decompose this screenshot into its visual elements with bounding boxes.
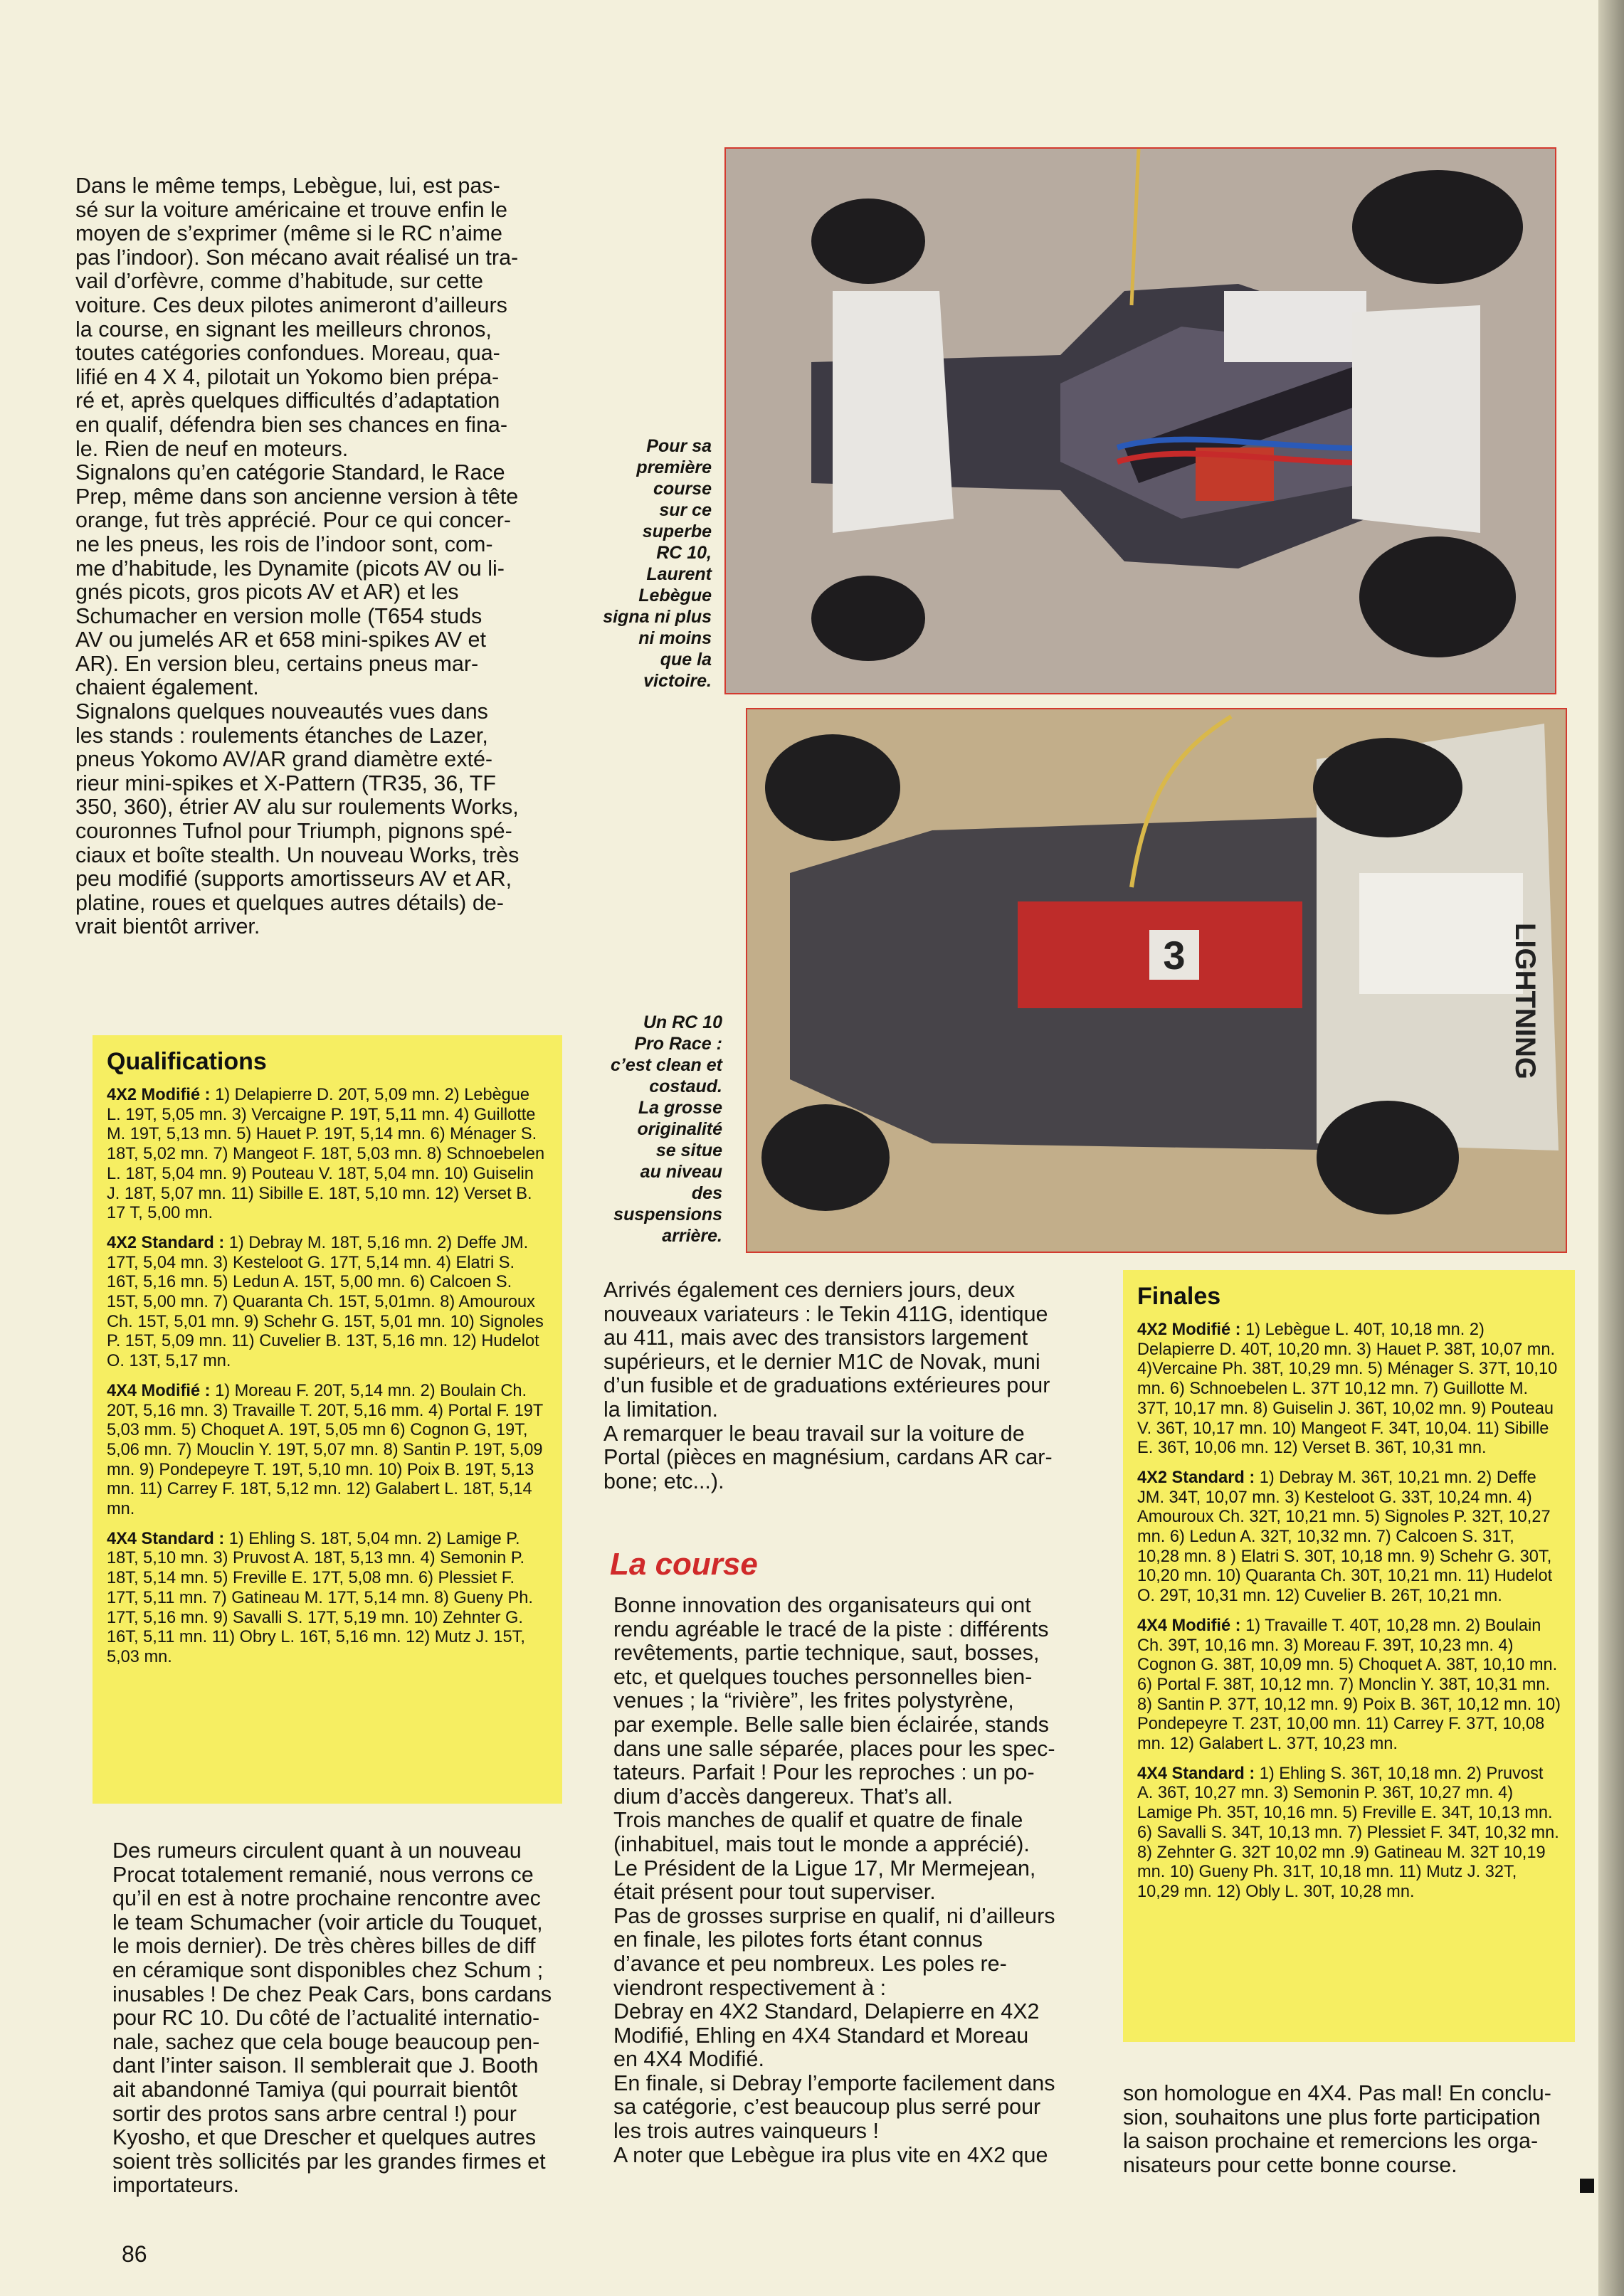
page-number: 86 — [122, 2241, 147, 2267]
page-spine-shadow — [1598, 0, 1624, 2296]
photo2-caption: Un RC 10 Pro Race : c’est clean et costaud. La grosse originalité se situe au niveau des suspensions arrière. — [610, 1012, 722, 1246]
qualifications-4x2-modifie: 4X2 Modifié : 1) Delapierre D. 20T, 5,09 mn. 2) Lebègue L. 19T, 5,05 mn. 3) Vercaigne P. 19T, 5,11 mn. 4) Guillotte M. 19T, 5,13 mn. 5) Hauet P. 19T, 5,14 mn. 6) Ménager S. 18T, 5,02 mn. 7) Mangeot F. 18T, 5,03 mn. 8) Schnoebelen L. 18T, 5,04 mn. 9) Pouteau V. 18T, 5,04 mn. 10) Guiselin J. 18T, 5,07 mn. 11) Sibille E. 18T, 5,10 mn. 12) Verset B. 17 T, 5,00 mn. — [107, 1086, 545, 1223]
finales-4x2-modifie: 4X2 Modifié : 1) Lebègue L. 40T, 10,18 mn. 2) Delapierre D. 40T, 10,20 mn. 3) Hauet P. 38T, 10,07 mn. 4)Vercaine Ph. 38T, 10,29 mn. 5) Ménager S. 37T, 10,10 mn. 6) Schnoebelen L. 37T 10,12 mn. 7) Guillotte M. 37T, 10,17 mn. 8) Guiselin J. 36T, 10,02 mn. 9) Pouteau V. 36T, 10,17 mn. 10) Mangeot F. 34T, 10,04. 11) Sibille E. 36T, 10,06 mn. 12) Verset B. 36T, 10,31 mn. — [1137, 1321, 1558, 1458]
qualifications-4x4-standard: 4X4 Standard : 1) Ehling S. 18T, 5,04 mn. 2) Lamige P. 18T, 5,10 mn. 3) Pruvost A. 18T, 5,13 mn. 4) Semonin P. 18T, 5,14 mn. 5) Freville E. 17T, 5,08 mn. 6) Plessiet F. 17T, 5,11 mn. 7) Gatineau M. 17T, 5,14 mn. 8) Gueny Ph. 17T, 5,16 mn. 9) Savalli S. 17T, 5,19 mn. 10) Zehnter G. 16T, 5,11 mn. 11) Obry L. 16T, 5,16 mn. 12) Mutz J. 15T, 5,03 mn. — [107, 1529, 533, 1666]
article-col1-top: Dans le même temps, Lebègue, lui, est pas- sé sur la voiture américaine et trouve enfin le moyen de s’exprimer (même si le RC n’aime pas l’indoor). Son mécano avait réalisé un tra- vail d’orfèvre, comme d’habitude, sur cette voiture. Ces deux pilotes animeront d’ailleurs la course, en signant les meilleurs chronos, toutes catégories confondues. Moreau, qua- lifié en 4 X 4, pilotait un Yokomo bien prépa- ré et, après quelques difficultés d’adaptation en qualif, défendra bien ses chances en fina- le. Rien de neuf en moteurs. Signalons qu’en catégorie Standard, le Race Prep, même dans son ancienne version à tête orange, fut très apprécié. Pour ce qui concer- ne les pneus, les rois de l’indoor sont, com- me d’habitude, les Dynamite (picots AV ou li- gnés picots, gros picots AV et AR) et les Schumacher en version molle (T654 studs AV ou jumelés AR et 658 mini-spikes AV et AR). En version bleu, certains pneus mar- chaient également. Signalons quelques nouveautés vues dans les stands : roulements étanches de Lazer, pneus Yokomo AV/AR grand diamètre exté- rieur mini-spikes et X-Pattern (TR35, 36, TF 350, 360), étrier AV alu sur roulements Works, couronnes Tufnol pour Triumph, pignons spé- ciaux et boîte stealth. Un nouveau Works, très peu modifié (supports amortisseurs AV et AR, platine, roues et quelques autres détails) de- vrait bientôt arriver. — [75, 174, 520, 939]
photo1-caption: Pour sa première course sur ce superbe RC 10, Laurent Lebègue signa ni plus ni moins que la victoire. — [603, 436, 712, 691]
rc10-pro-race-illustration — [747, 709, 1566, 1252]
photo-rc10-top-view — [724, 147, 1556, 694]
qualifications-box — [93, 1035, 562, 1804]
article-col1-bottom: Des rumeurs circulent quant à un nouveau Procat totalement remanié, nous verrons ce qu’il en est à notre prochaine rencontre avec le team Schumacher (voir article du Touquet, le mois dernier). De très chères billes de diff en céramique sont disponibles chez Schum ; inusables ! De chez Peak Cars, bons cardans pour RC 10. Du côté de l’actualité internatio- nale, sachez que cela bouge beaucoup pen- dant l’inter saison. Il semblerait que J. Booth ait abandonné Tamiya (qui pourrait bientôt sortir des protos sans arbre central !) pour Kyosho, et que Drescher et quelques autres soient très sollicités par les grandes firmes et importateurs. — [112, 1839, 552, 2198]
finales-box — [1123, 1270, 1575, 2042]
finales-title: Finales — [1137, 1283, 1221, 1310]
la-course-title: La course — [610, 1547, 758, 1582]
qualifications-title: Qualifications — [107, 1048, 267, 1075]
rc10-chassis-illustration — [726, 149, 1555, 693]
article-col3-bottom: son homologue en 4X4. Pas mal! En conclu- sion, souhaitons une plus forte participation la saison prochaine et remercions les orga- nisateurs pour cette bonne course. — [1123, 2081, 1551, 2177]
qualifications-4x4-modifie: 4X4 Modifié : 1) Moreau F. 20T, 5,14 mn. 2) Boulain Ch. 20T, 5,16 mn. 3) Travaille T. 20T, 5,16 mm. 4) Portal F. 19T 5,03 mm. 5) Choquet A. 19T, 5,05 mn 6) Cognon G, 19T, 5,06 mn. 7) Mouclin Y. 19T, 5,07 mn. 8) Santin P. 19T, 5,09 mn. 9) Pondepeyre T. 19T, 5,10 mn. 10) Poix B. 19T, 5,13 mn. 11) Carrey F. 18T, 5,12 mn. 12) Galabert L. 18T, 5,14 mn. — [107, 1381, 543, 1519]
photo-rc10-pro-race — [746, 708, 1567, 1253]
lightning-body-lettering: LIGHTNING — [1509, 923, 1541, 1079]
article-end-mark — [1580, 2179, 1594, 2193]
car-number-label: 3 — [1163, 933, 1186, 978]
article-col2-course: Bonne innovation des organisateurs qui ont rendu agréable le tracé de la piste : différents revêtements, partie technique, saut, bosses, etc, et quelques touches personnelles bien- venues ; la “rivière”, les frites polystyrène, par exemple. Belle salle bien éclairée, stands dans une salle séparée, places pour les spec- tateurs. Parfait ! Pour les reproches : un po- dium d’accès dangereux. That’s all. Trois manches de qualif et quatre de finale (inhabituel, mais tout le monde a apprécié). Le Président de la Ligue 17, Mr Mermejean, était présent pour tout superviser. Pas de grosses surprise en qualif, ni d’ailleurs en finale, les pilotes forts étant connus d’avance et peu nombreux. Les poles re- viendront respectivement à : Debray en 4X2 Standard, Delapierre en 4X2 Modifié, Ehling en 4X4 Standard et Moreau en 4X4 Modifié. En finale, si Debray l’emporte facilement dans sa catégorie, c’est beaucoup plus serré pour les trois autres vainqueurs ! A noter que Lebègue ira plus vite en 4X2 que — [613, 1593, 1055, 2167]
article-col2-top: Arrivés également ces derniers jours, deux nouveaux variateurs : le Tekin 411G, identique au 411, mais avec des transistors largement supérieurs, et le dernier M1C de Novak, muni d’un fusible et de graduations extérieures pour la limitation. A remarquer le beau travail sur la voiture de Portal (pièces en magnésium, cardans AR car- bone; etc...). — [603, 1278, 1053, 1493]
finales-4x2-standard: 4X2 Standard : 1) Debray M. 36T, 10,21 mn. 2) Deffe JM. 34T, 10,07 mn. 3) Kesteloot G. 33T, 10,24 mn. 4) Amouroux Ch. 32T, 10,21 mn. 5) Signoles P. 32T, 10,27 mn. 6) Ledun A. 32T, 10,32 mn. 7) Calcoen S. 31T, 10,28 mn. 8 ) Elatri S. 30T, 10,18 mn. 9) Schehr G. 30T, 10,20 mn. 10) Quaranta Ch. 30T, 10,21 mn. 11) Hudelot O. 29T, 10,31 mn. 12) Cuvelier B. 26T, 10,21 mn. — [1137, 1468, 1553, 1606]
finales-4x4-modifie: 4X4 Modifié : 1) Travaille T. 40T, 10,28 mn. 2) Boulain Ch. 39T, 10,16 mn. 3) Moreau F. 39T, 10,23 mn. 4) Cognon G. 38T, 10,09 mn. 5) Choquet A. 38T, 10,10 mn. 6) Portal F. 38T, 10,12 mn. 7) Monclin Y. 38T, 10,31 mn. 8) Santin P. 37T, 10,12 mn. 9) Poix B. 36T, 10,12 mn. 10) Pondepeyre T. 23T, 10,00 mn. 11) Carrey F. 37T, 10,08 mn. 12) Galabert L. 37T, 10,23 mn. — [1137, 1616, 1561, 1754]
finales-4x4-standard: 4X4 Standard : 1) Ehling S. 36T, 10,18 mn. 2) Pruvost A. 36T, 10,27 mn. 3) Semonin P. 36T, 10,27 mn. 4) Lamige Ph. 35T, 10,16 mn. 5) Freville E. 34T, 10,13 mn. 6) Savalli S. 34T, 10,13 mn. 7) Plessiet F. 34T, 10,32 mn. 8) Zehnter G. 32T 10,02 mn .9) Gatineau M. 32T 10,19 mn. 10) Gueny Ph. 31T, 10,18 mn. 11) Mutz J. 32T, 10,29 mn. 12) Obly L. 30T, 10,28 mn. — [1137, 1764, 1559, 1901]
qualifications-4x2-standard: 4X2 Standard : 1) Debray M. 18T, 5,16 mn. 2) Deffe JM. 17T, 5,04 mn. 3) Kesteloot G. 17T, 5,14 mn. 4) Elatri S. 16T, 5,16 mn. 5) Ledun A. 15T, 5,00 mn. 6) Calcoen S. 15T, 5,00 mn. 7) Quaranta Ch. 15T, 5,01mn. 8) Amouroux Ch. 15T, 5,01 mn. 9) Schehr G. 15T, 5,01 mn. 10) Signoles P. 15T, 5,09 mn. 11) Cuvelier B. 13T, 5,16 mn. 12) Hudelot O. 13T, 5,17 mn. — [107, 1233, 544, 1371]
